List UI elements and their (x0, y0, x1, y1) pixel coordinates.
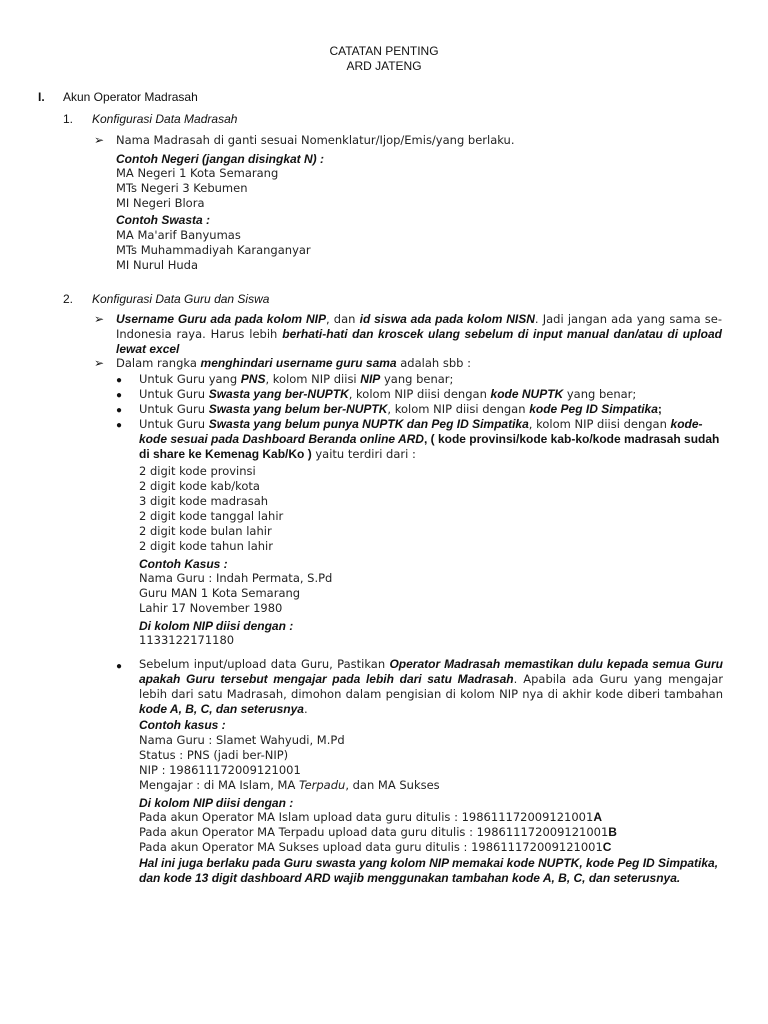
item-heading: Konfigurasi Data Guru dan Siswa (92, 292, 270, 306)
list-item: Pada akun Operator MA Terpadu upload data guru ditulis : 198611172009121001B (139, 825, 617, 839)
list-item: MTs Muhammadiyah Karanganyar (116, 243, 311, 257)
list-item: MI Nurul Huda (116, 258, 199, 272)
example-label: Contoh Kasus : (139, 557, 228, 571)
list-item: Nama Guru : Slamet Wahyudi, M.Pd (139, 733, 345, 747)
dot-bullet-icon: ● (116, 375, 123, 386)
bullet-text: Untuk Guru Swasta yang ber-NUPTK, kolom NIP diisi dengan kode NUPTK yang benar; (139, 387, 637, 401)
nip-label: Di kolom NIP diisi dengan : (139, 796, 294, 810)
list-item: MTs Negeri 3 Kebumen (116, 181, 248, 195)
dot-bullet-icon: ● (116, 405, 123, 416)
nip-label: Di kolom NIP diisi dengan : (139, 619, 294, 633)
paragraph: Dalam rangka menghindari username guru sama adalah sbb : (116, 356, 471, 370)
bullet-text: Sebelum input/upload data Guru, Pastikan Operator Madrasah memastikan dulu kepada semua Guru apakah Guru tersebut mengajar pada lebih dari satu Madrasah. Apabila ada Guru yang mengajar lebih dari satu Madrasah, dimohon dalam pengisian di kolom NIP nya di akhir kode diberi tambahan kode A, B, C, dan seterusnya. (139, 657, 723, 716)
example-list (116, 228, 311, 273)
example-list (139, 571, 332, 616)
section-number: I. (38, 90, 45, 104)
nip-value: 1133122171180 (139, 633, 235, 647)
list-item: 2 digit kode tahun lahir (139, 539, 273, 553)
example-list (116, 166, 278, 211)
list-item: MA Negeri 1 Kota Semarang (116, 166, 279, 180)
list-item: Pada akun Operator MA Sukses upload data guru ditulis : 198611172009121001C (139, 840, 612, 854)
list-item: MA Ma'arif Banyumas (116, 228, 241, 242)
list-item: 2 digit kode provinsi (139, 464, 256, 478)
list-item: Lahir 17 November 1980 (139, 601, 283, 615)
item-number: 1. (63, 112, 74, 126)
dot-bullet-icon: ● (116, 420, 123, 431)
bullet-text: Untuk Guru Swasta yang belum ber-NUPTK, kolom NIP diisi dengan kode Peg ID Simpatika; (139, 402, 662, 416)
list-item: NIP : 198611172009121001 (139, 763, 301, 777)
list-item: Pada akun Operator MA Islam upload data guru ditulis : 198611172009121001A (139, 810, 602, 824)
dot-bullet-icon: ● (116, 390, 123, 401)
arrow-bullet-icon: ➢ (94, 312, 105, 326)
dot-bullet-icon: ● (116, 661, 123, 672)
list-item: 2 digit kode kab/kota (139, 479, 260, 493)
paragraph: Username Guru ada pada kolom NIP, dan id siswa ada pada kolom NISN. Jadi jangan ada yang sama se-Indonesia raya. Harus lebih berhati-hati dan kroscek ulang sebelum di input manual dan/atau di upload lewat excel (116, 312, 723, 356)
operator-list (139, 810, 617, 855)
list-item: Guru MAN 1 Kota Semarang (139, 586, 301, 600)
list-item: Nama Guru : Indah Permata, S.Pd (139, 571, 333, 585)
item-number: 2. (63, 292, 74, 306)
list-item: 2 digit kode tanggal lahir (139, 509, 284, 523)
doc-subtitle: ARD JATENG (346, 59, 422, 73)
digit-list (139, 464, 283, 554)
list-item: 3 digit kode madrasah (139, 494, 269, 508)
list-item: 2 digit kode bulan lahir (139, 524, 272, 538)
bullet-text: Nama Madrasah di ganti sesuai Nomenklatur/Ijop/Emis/yang berlaku. (116, 133, 515, 147)
example-label: Contoh Swasta : (116, 213, 211, 227)
bullet-text: Untuk Guru Swasta yang belum punya NUPTK dan Peg ID Simpatika, kolom NIP diisi dengan kode-kode sesuai pada Dashboard Beranda online ARD, ( kode provinsi/kode kab-ko/kode madrasah sudah di share ke Kemenag Kab/Ko ) yaitu terdiri dari : (139, 417, 720, 461)
doc-title: CATATAN PENTING (329, 44, 439, 58)
section-heading: Akun Operator Madrasah (63, 90, 198, 104)
example-list (139, 733, 440, 793)
example-label: Contoh kasus : (139, 718, 226, 732)
bullet-text: Untuk Guru yang PNS, kolom NIP diisi NIP yang benar; (139, 372, 454, 386)
arrow-bullet-icon: ➢ (94, 356, 105, 370)
list-item: Status : PNS (jadi ber-NIP) (139, 748, 289, 762)
arrow-bullet-icon: ➢ (94, 133, 105, 147)
example-label: Contoh Negeri (jangan disingkat N) : (116, 152, 325, 166)
list-item: MI Negeri Blora (116, 196, 205, 210)
list-item: Mengajar : di MA Islam, MA Terpadu, dan MA Sukses (139, 778, 440, 792)
note-text: Hal ini juga berlaku pada Guru swasta yang kolom NIP memakai kode NUPTK, kode Peg ID Simpatika, dan kode 13 digit dashboard ARD wajib menggunakan tambahan kode A, B, C, dan seterusnya. (139, 856, 719, 885)
item-heading: Konfigurasi Data Madrasah (92, 112, 238, 126)
